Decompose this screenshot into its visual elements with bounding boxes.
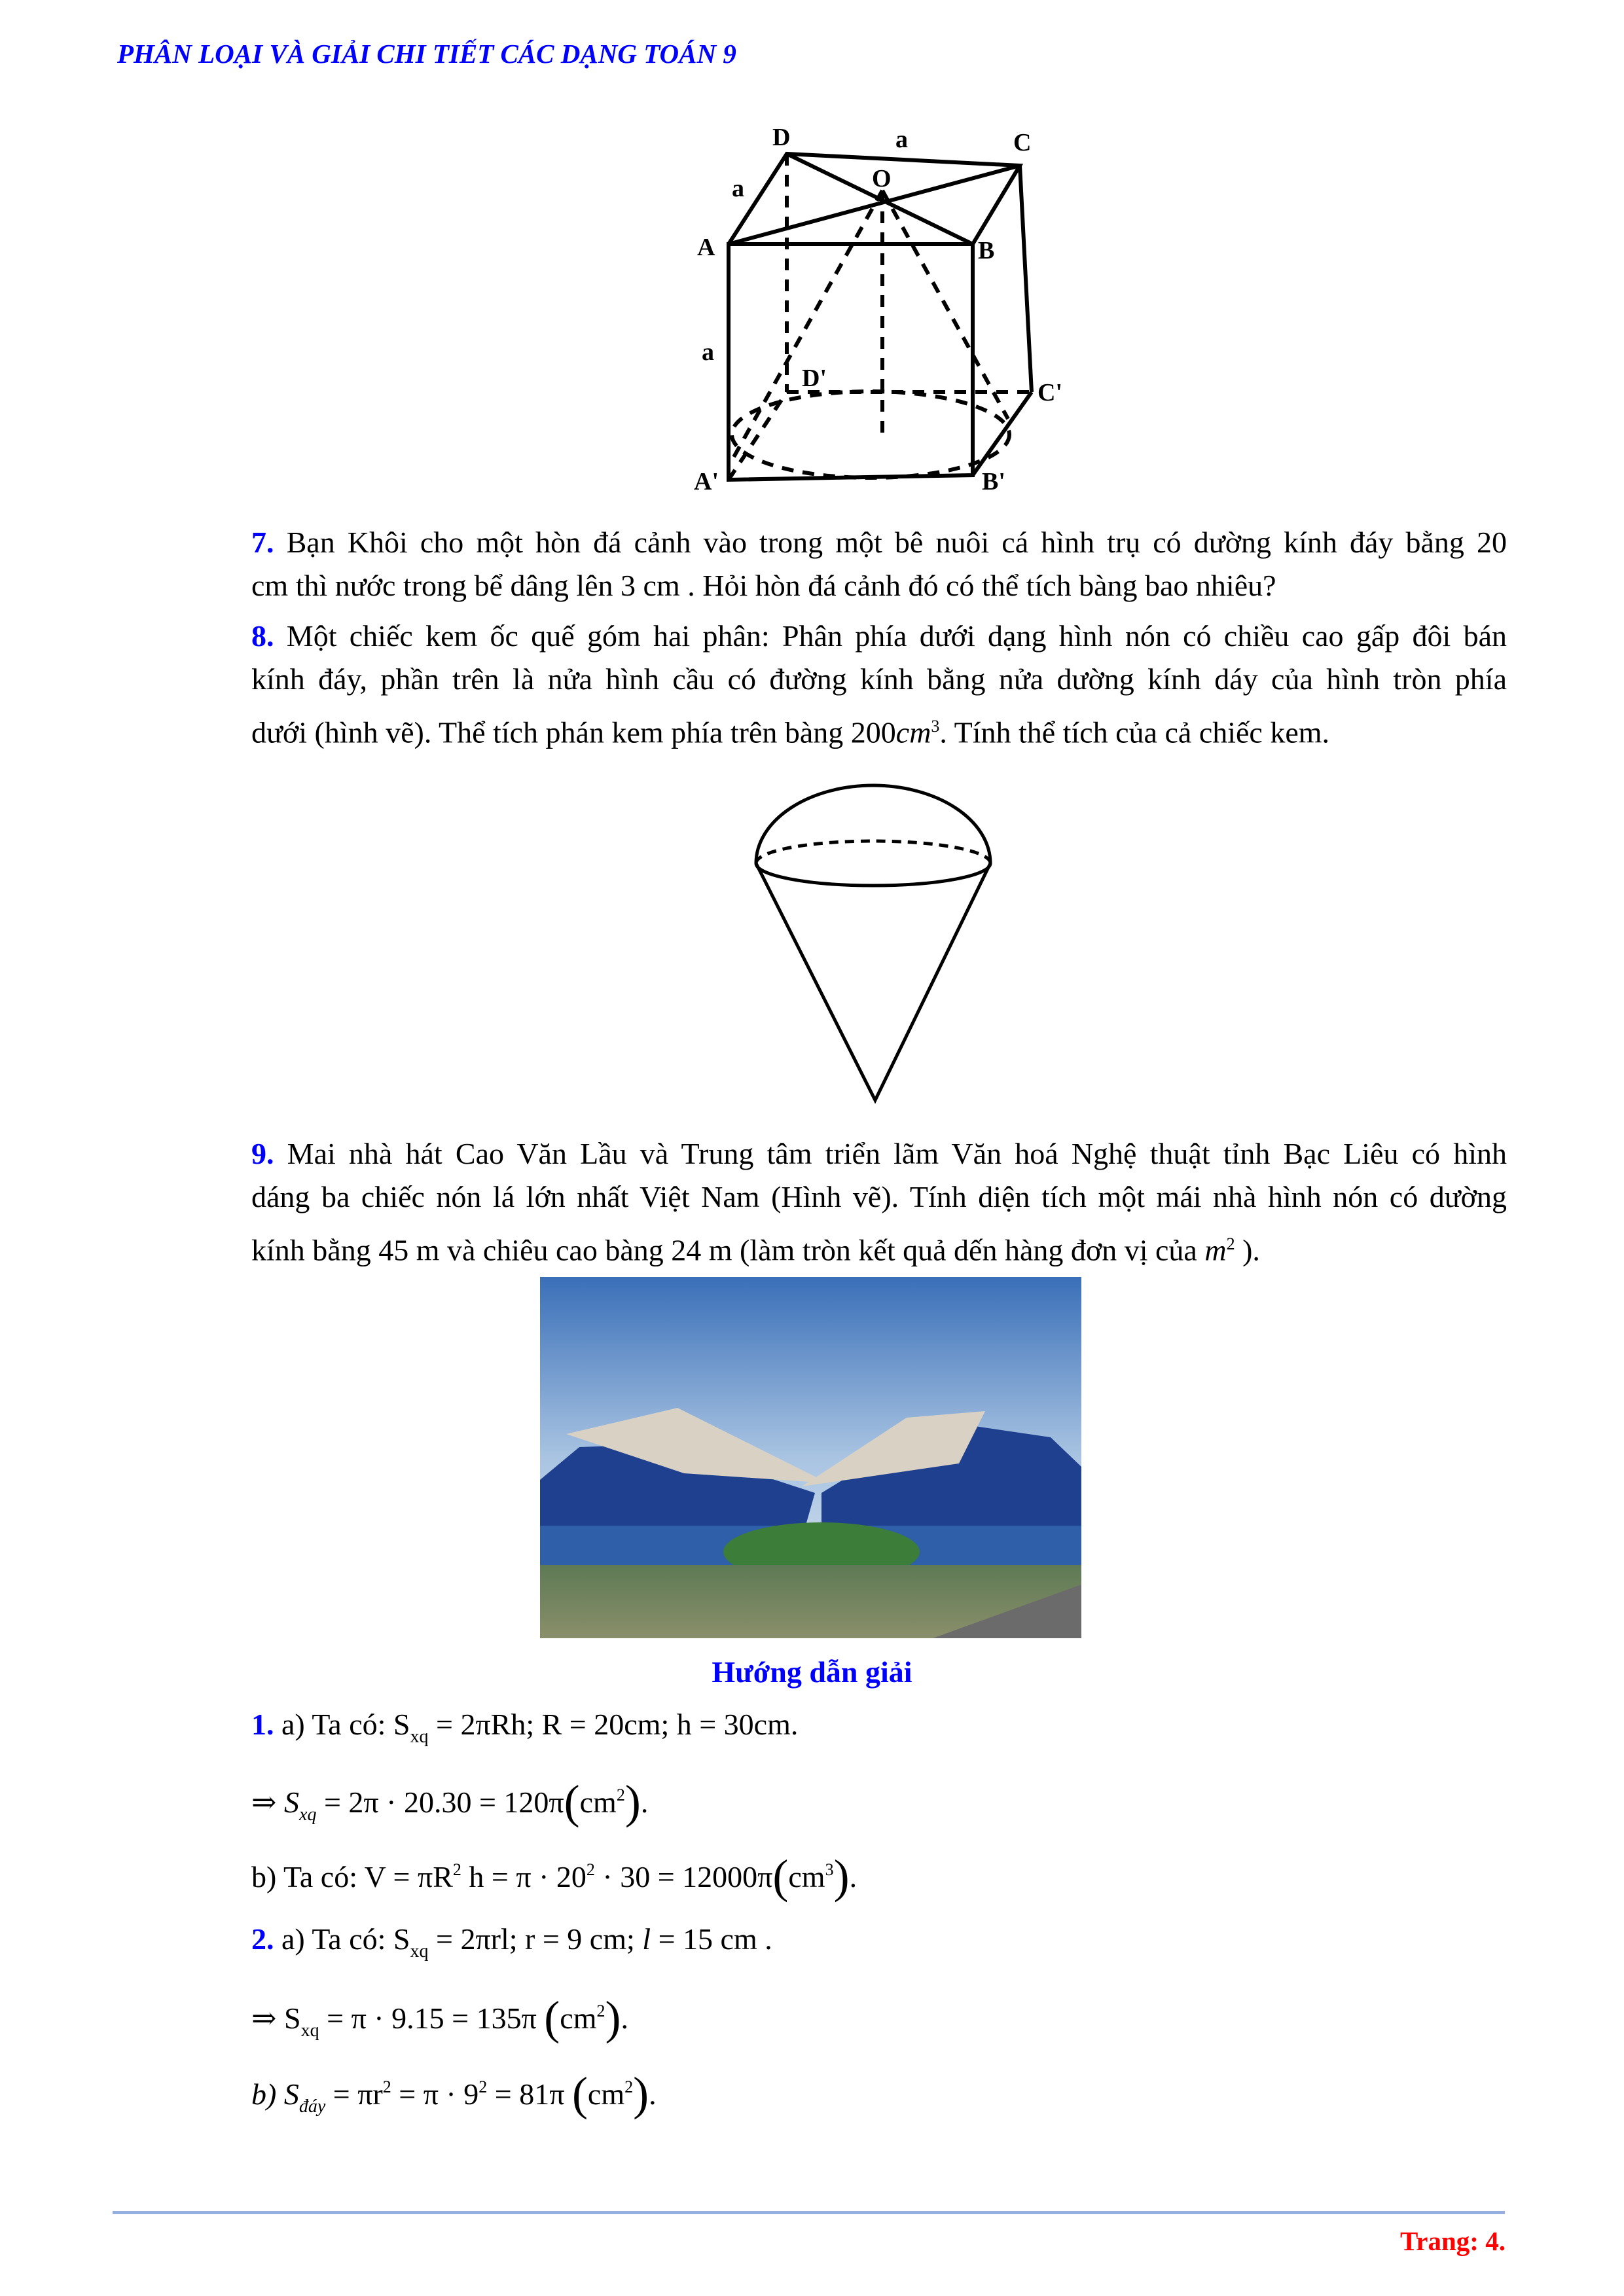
solution-heading: Hướng dẫn giải	[712, 1655, 912, 1689]
cube-cylinder-cone-figure	[0, 0, 1624, 524]
solution-1a-result: ⇒ $S_{xq} = 2\pi \cdot 20.30 = 120\pi(cm^2)$.	[251, 1776, 649, 1828]
solution-1a: 1. a) Ta có: $S_{xq} = 2\pi Rh$; R = 20cm; h = 30cm.	[251, 1708, 799, 1747]
label-d: D	[772, 124, 791, 151]
theater-photo	[540, 1277, 1081, 1638]
question-text: kính đáy, phần trên là nửa hình cầu có đường kính bằng nửa dường kính dáy của hình tròn phía	[251, 662, 1507, 696]
label-a-top: a	[895, 126, 908, 153]
cone-outline	[756, 863, 990, 1100]
label-b1: B'	[982, 468, 1005, 495]
label-d1: D'	[802, 365, 827, 392]
page-number: Trang: 4.	[1400, 2226, 1506, 2256]
solution-1b: b) Ta có: $V = \pi R^2$ $h = \pi \cdot 20^2 \cdot 30 = 12000\pi(cm^3)$.	[251, 1850, 857, 1903]
question-text: kính bằng 45 m và chiêu cao bàng 24 m (làm tròn kết quả dến hàng đơn vị của $m^2$ ).	[251, 1233, 1260, 1267]
question-8	[251, 615, 1507, 748]
label-a-side: a	[732, 175, 744, 202]
label-c: C	[1013, 129, 1032, 156]
label-c1: C'	[1038, 379, 1062, 406]
question-text: Bạn Khôi cho một hòn đá cảnh vào trong một bê nuôi cá hình trụ có dường kính đáy bằng 20	[286, 526, 1507, 559]
label-a-height: a	[702, 338, 714, 366]
solution-2b: b) $S_{đáy} = \pi r^2 = \pi \cdot 9^2 = 81\pi$ $(cm^2)$.	[251, 2068, 657, 2120]
solution-2a: 2. a) Ta có: $S_{xq} = 2\pi rl$; r = 9 cm; l = 15 cm .	[251, 1922, 772, 1962]
document-header-title: PHÂN LOẠI VÀ GIẢI CHI TIẾT CÁC DẠNG TOÁN 9	[117, 39, 736, 69]
base-circle	[732, 391, 1009, 478]
label-b: B	[978, 237, 995, 264]
question-text: Một chiếc kem ốc quế góm hai phân: Phân phía dưới dạng hình nón có chiều cao gấp đôi bán	[286, 619, 1507, 653]
question-number: 9.	[251, 1137, 274, 1170]
question-7	[251, 521, 1507, 607]
label-a: A	[697, 234, 715, 261]
label-o: O	[872, 165, 892, 192]
hemisphere-outline	[756, 785, 990, 863]
question-text: cm thì nước trong bể dâng lên 3 cm . Hỏi hòn đá cảnh đó có thể tích bàng bao nhiêu?	[251, 569, 1276, 602]
solution-2a-result: ⇒ $S_{xq} = \pi \cdot 9.15 = 135\pi$ $(cm^2)$.	[251, 1992, 628, 2044]
question-text: dáng ba chiếc nón lá lớn nhất Việt Nam (Hình vẽ). Tính diện tích một mái nhà hình nón có dường	[251, 1180, 1507, 1213]
cube-front-face	[729, 244, 973, 480]
question-number: 8.	[251, 619, 274, 653]
label-a1: A'	[694, 468, 719, 495]
footer-divider	[113, 2211, 1505, 2214]
question-9	[251, 1132, 1507, 1266]
question-text: Mai nhà hát Cao Văn Lầu và Trung tâm triển lãm Văn hoá Nghệ thuật tỉnh Bạc Liêu có hình	[287, 1137, 1507, 1170]
ice-cream-cone-figure	[720, 772, 1021, 1113]
question-text: dưới (hình vẽ). Thể tích phán kem phía trên bàng $200cm^3$. Tính thể tích của cả chiếc kem.	[251, 715, 1330, 749]
question-number: 7.	[251, 526, 274, 559]
